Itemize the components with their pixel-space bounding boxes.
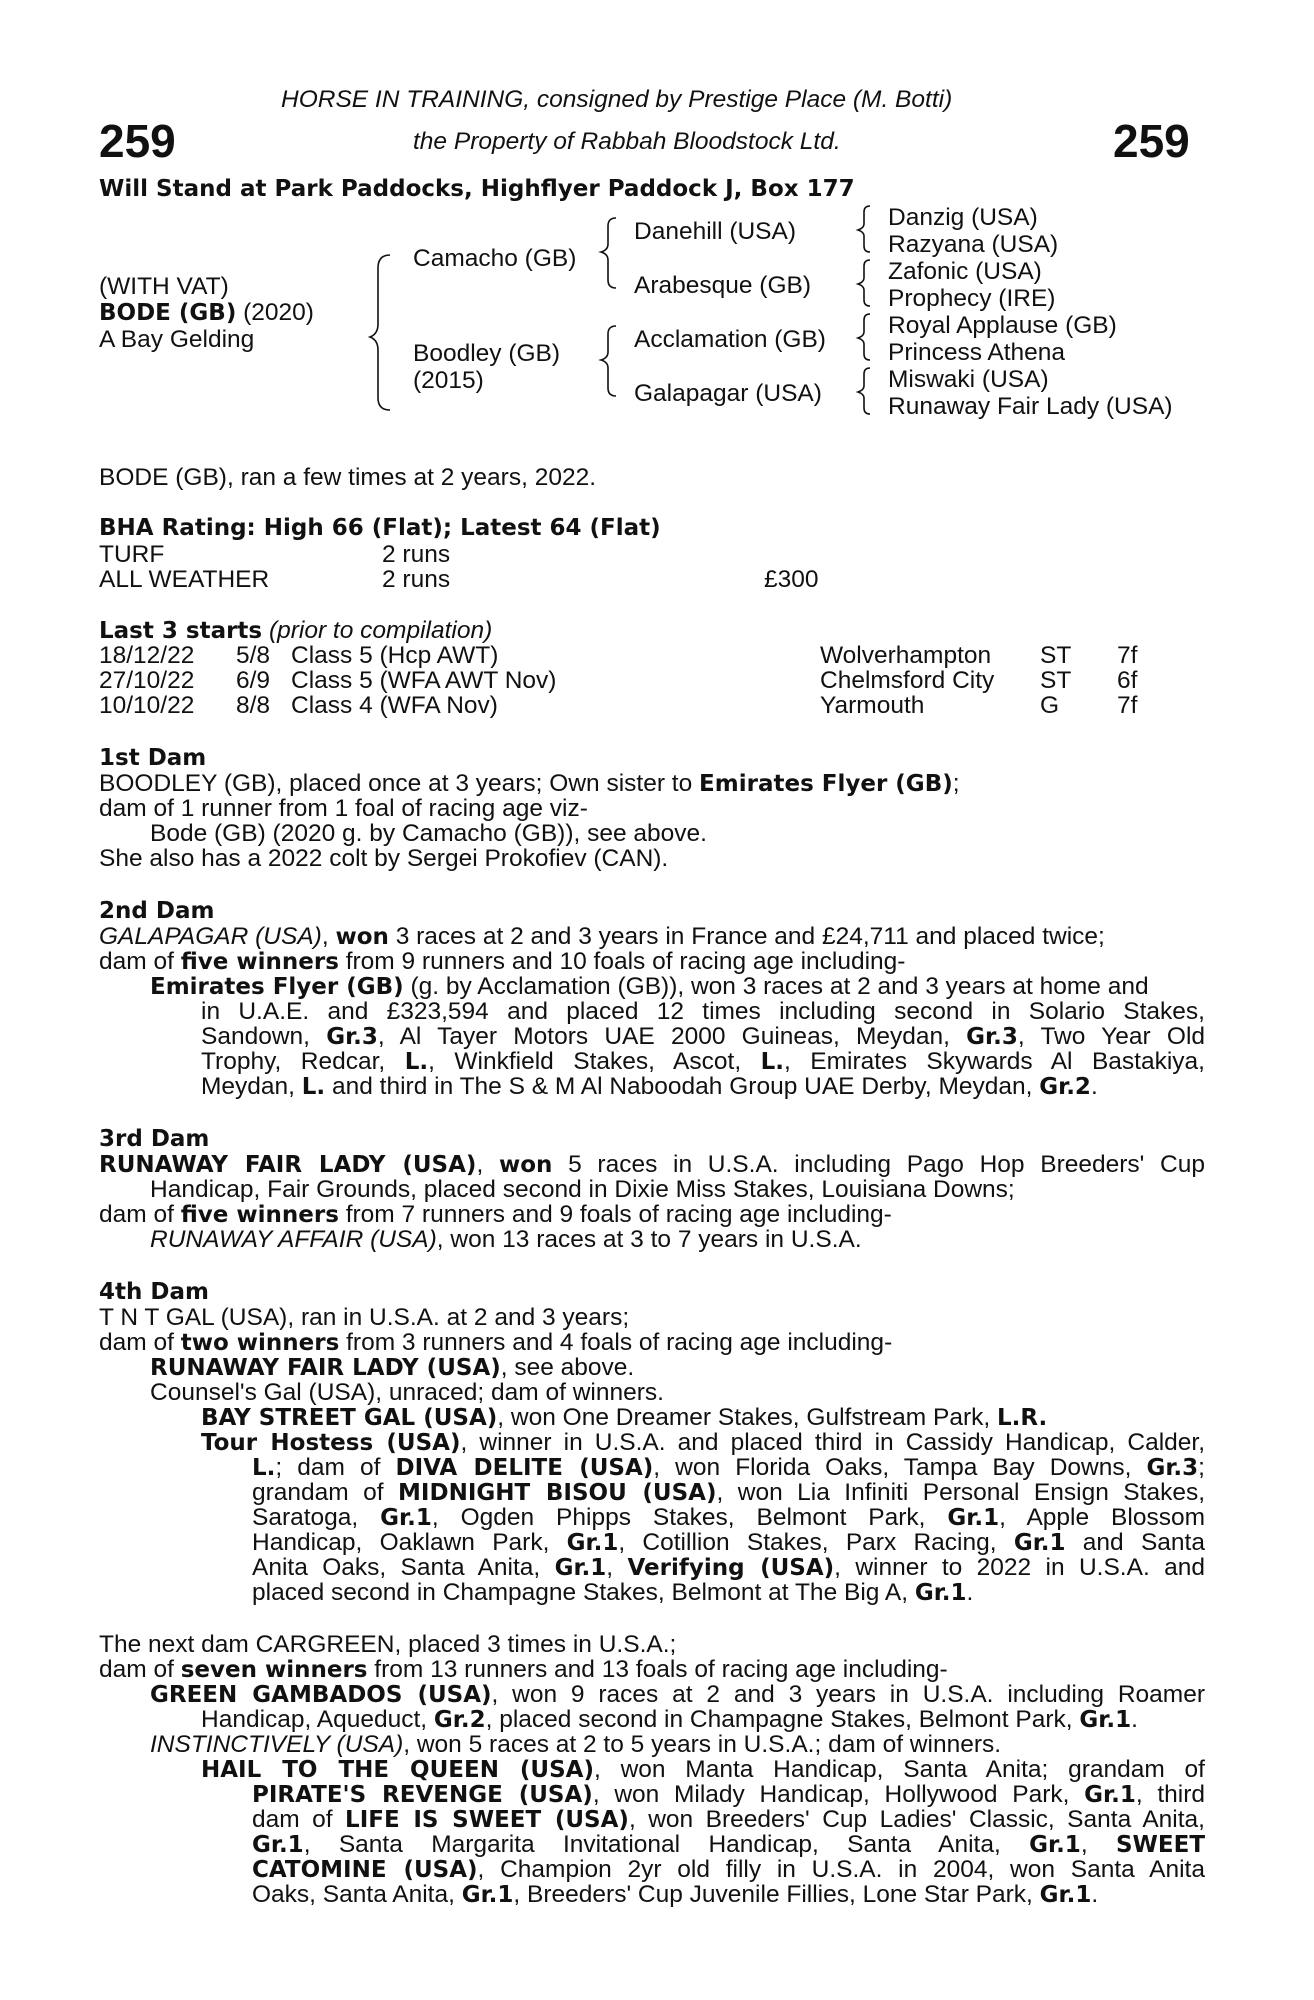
start-race: Class 4 (WFA Nov) [291, 692, 498, 719]
first-dam-line: dam of 1 runner from 1 foal of racing age viz- [99, 795, 588, 822]
third-dam-line: Handicap, Fair Grounds, placed second in Dixie Miss Stakes, Louisiana Downs; [150, 1176, 1015, 1203]
second-dam-progeny: Meydan, L. and third in The S & M Al Naboodah Group UAE Derby, Meydan, Gr.2. [201, 1073, 1098, 1100]
first-dam-line: She also has a 2022 colt by Sergei Prokofiev (CAN). [99, 845, 669, 872]
start-date: 10/10/22 [99, 692, 195, 719]
sire: Camacho (GB) [413, 245, 577, 272]
fourth-dam-line: Tour Hostess (USA), winner in U.S.A. and placed third in Cassidy Handicap, Calder, [201, 1429, 1205, 1456]
gg-1: Danzig (USA) [888, 204, 1038, 231]
start-race: Class 5 (WFA AWT Nov) [291, 667, 557, 694]
horse-description: A Bay Gelding [99, 326, 255, 353]
first-dam-line: Bode (GB) (2020 g. by Camacho (GB)), see above. [150, 820, 707, 847]
third-dam-line: dam of five winners from 7 runners and 9 foals of racing age including- [99, 1201, 892, 1228]
start-pos: 8/8 [236, 692, 271, 719]
race-summary: BODE (GB), ran a few times at 2 years, 2022. [99, 464, 596, 491]
rating-runs-2: 2 runs [382, 566, 451, 593]
third-dam-line: RUNAWAY AFFAIR (USA), won 13 races at 3 to 7 years in U.S.A. [150, 1226, 862, 1253]
fourth-dam-line: Counsel's Gal (USA), unraced; dam of winners. [150, 1379, 664, 1406]
gg-4: Prophecy (IRE) [888, 285, 1056, 312]
sire-dam: Arabesque (GB) [634, 272, 812, 299]
second-dam-heading: 2nd Dam [99, 898, 215, 924]
horse-name: BODE (GB) [99, 300, 237, 326]
second-dam-progeny: Trophy, Redcar, L., Winkfield Stakes, Ascot, L., Emirates Skywards Al Bastakiya, [201, 1048, 1205, 1075]
start-race: Class 5 (Hcp AWT) [291, 642, 499, 669]
lot-number-left: 259 [99, 115, 176, 167]
fourth-dam-line: grandam of MIDNIGHT BISOU (USA), won Lia Infiniti Personal Ensign Stakes, [252, 1479, 1205, 1506]
fourth-dam-line: BAY STREET GAL (USA), won One Dreamer Stakes, Gulfstream Park, L.R. [201, 1404, 1048, 1431]
second-dam-progeny: in U.A.E. and £323,594 and placed 12 times including second in Solario Stakes, [201, 998, 1205, 1025]
fourth-dam-line: placed second in Champagne Stakes, Belmont at The Big A, Gr.1. [252, 1579, 974, 1606]
rating-surface-1: TURF [99, 541, 165, 568]
rating-prize-2: £300 [764, 566, 819, 593]
next-dam-line: HAIL TO THE QUEEN (USA), won Manta Handicap, Santa Anita; grandam of [201, 1756, 1205, 1783]
gg-6: Princess Athena [888, 339, 1066, 366]
dam-sire: Acclamation (GB) [634, 326, 826, 353]
next-dam-line: CATOMINE (USA), Champion 2yr old filly in U.S.A. in 2004, won Santa Anita [252, 1856, 1205, 1883]
first-dam-line: BOODLEY (GB), placed once at 3 years; Own sister to Emirates Flyer (GB); [99, 770, 960, 797]
start-dist: 6f [1117, 667, 1138, 694]
start-pos: 6/9 [236, 667, 271, 694]
second-dam-line: dam of five winners from 9 runners and 10 foals of racing age including- [99, 948, 906, 975]
gg-2: Razyana (USA) [888, 231, 1059, 258]
gg-8: Runaway Fair Lady (USA) [888, 393, 1173, 420]
start-course: Yarmouth [820, 692, 925, 719]
next-dam-line: INSTINCTIVELY (USA), won 5 races at 2 to 5 years in U.S.A.; dam of winners. [150, 1731, 1002, 1758]
vat-note: (WITH VAT) [99, 273, 229, 300]
next-dam-line: PIRATE'S REVENGE (USA), won Milady Handicap, Hollywood Park, Gr.1, third [252, 1781, 1206, 1808]
next-dam-line: Oaks, Santa Anita, Gr.1, Breeders' Cup Juvenile Fillies, Lone Star Park, Gr.1. [252, 1881, 1099, 1908]
start-date: 18/12/22 [99, 642, 195, 669]
start-dist: 7f [1117, 642, 1138, 669]
horse-year: (2020) [243, 299, 314, 326]
start-date: 27/10/22 [99, 667, 195, 694]
next-dam-line: The next dam CARGREEN, placed 3 times in U.S.A.; [99, 1631, 677, 1658]
fourth-dam-line: T N T GAL (USA), ran in U.S.A. at 2 and 3 years; [99, 1304, 630, 1331]
second-dam-line: GALAPAGAR (USA), won 3 races at 2 and 3 years in France and £24,711 and placed twice; [99, 923, 1105, 950]
next-dam-line: dam of seven winners from 13 runners and 13 foals of racing age including- [99, 1656, 948, 1683]
rating-runs-1: 2 runs [382, 541, 451, 568]
fourth-dam-line: Saratoga, Gr.1, Ogden Phipps Stakes, Belmont Park, Gr.1, Apple Blossom [252, 1504, 1205, 1531]
dam: Boodley (GB) [413, 340, 561, 367]
fourth-dam-line: L.; dam of DIVA DELITE (USA), won Florida Oaks, Tampa Bay Downs, Gr.3; [252, 1454, 1205, 1481]
start-course: Wolverhampton [820, 642, 992, 669]
start-going: ST [1040, 667, 1072, 694]
third-dam-line: RUNAWAY FAIR LADY (USA), won 5 races in U.S.A. including Pago Hop Breeders' Cup [99, 1151, 1205, 1178]
consignor-line: HORSE IN TRAINING, consigned by Prestige Place (M. Botti) [281, 86, 953, 113]
fourth-dam-line: RUNAWAY FAIR LADY (USA), see above. [150, 1354, 635, 1381]
dam-dam: Galapagar (USA) [634, 380, 822, 407]
third-dam-heading: 3rd Dam [99, 1126, 210, 1152]
fourth-dam-line: Anita Oaks, Santa Anita, Gr.1, Verifying (USA), winner to 2022 in U.S.A. and [252, 1554, 1205, 1581]
last-starts-heading [99, 618, 492, 645]
next-dam-line: Gr.1, Santa Margarita Invitational Handicap, Santa Anita, Gr.1, SWEET [252, 1831, 1206, 1858]
lot-number-right: 259 [1113, 115, 1190, 167]
gg-7: Miswaki (USA) [888, 366, 1049, 393]
bha-rating: BHA Rating: High 66 (Flat); Latest 64 (Flat) [99, 515, 661, 541]
rating-surface-2: ALL WEATHER [99, 566, 270, 593]
next-dam-line: GREEN GAMBADOS (USA), won 9 races at 2 and 3 years in U.S.A. including Roamer [150, 1681, 1206, 1708]
fourth-dam-heading: 4th Dam [99, 1279, 209, 1305]
second-dam-progeny: Sandown, Gr.3, Al Tayer Motors UAE 2000 Guineas, Meydan, Gr.3, Two Year Old [201, 1023, 1206, 1050]
next-dam-line: dam of LIFE IS SWEET (USA), won Breeders' Cup Ladies' Classic, Santa Anita, [252, 1806, 1205, 1833]
last-starts-title: Last 3 starts [99, 618, 263, 644]
start-going: ST [1040, 642, 1072, 669]
start-going: G [1040, 692, 1060, 719]
first-dam-heading: 1st Dam [99, 745, 207, 771]
dam-year: (2015) [413, 367, 484, 394]
sire-sire: Danehill (USA) [634, 218, 797, 245]
start-dist: 7f [1117, 692, 1138, 719]
property-line: the Property of Rabbah Bloodstock Ltd. [413, 128, 841, 155]
fourth-dam-line: Handicap, Oaklawn Park, Gr.1, Cotillion Stakes, Parx Racing, Gr.1 and Santa [252, 1529, 1205, 1556]
pedigree-braces [0, 0, 1314, 420]
fourth-dam-line: dam of two winners from 3 runners and 4 foals of racing age including- [99, 1329, 893, 1356]
gg-5: Royal Applause (GB) [888, 312, 1117, 339]
stand-location: Will Stand at Park Paddocks, Highflyer Paddock J, Box 177 [99, 176, 855, 202]
start-course: Chelmsford City [820, 667, 995, 694]
start-pos: 5/8 [236, 642, 271, 669]
next-dam-line: Handicap, Aqueduct, Gr.2, placed second in Champagne Stakes, Belmont Park, Gr.1. [201, 1706, 1138, 1733]
last-starts-note: (prior to compilation) [268, 617, 493, 644]
second-dam-progeny: Emirates Flyer (GB) (g. by Acclamation (GB)), won 3 races at 2 and 3 years at home and [150, 973, 1149, 1000]
gg-3: Zafonic (USA) [888, 258, 1042, 285]
